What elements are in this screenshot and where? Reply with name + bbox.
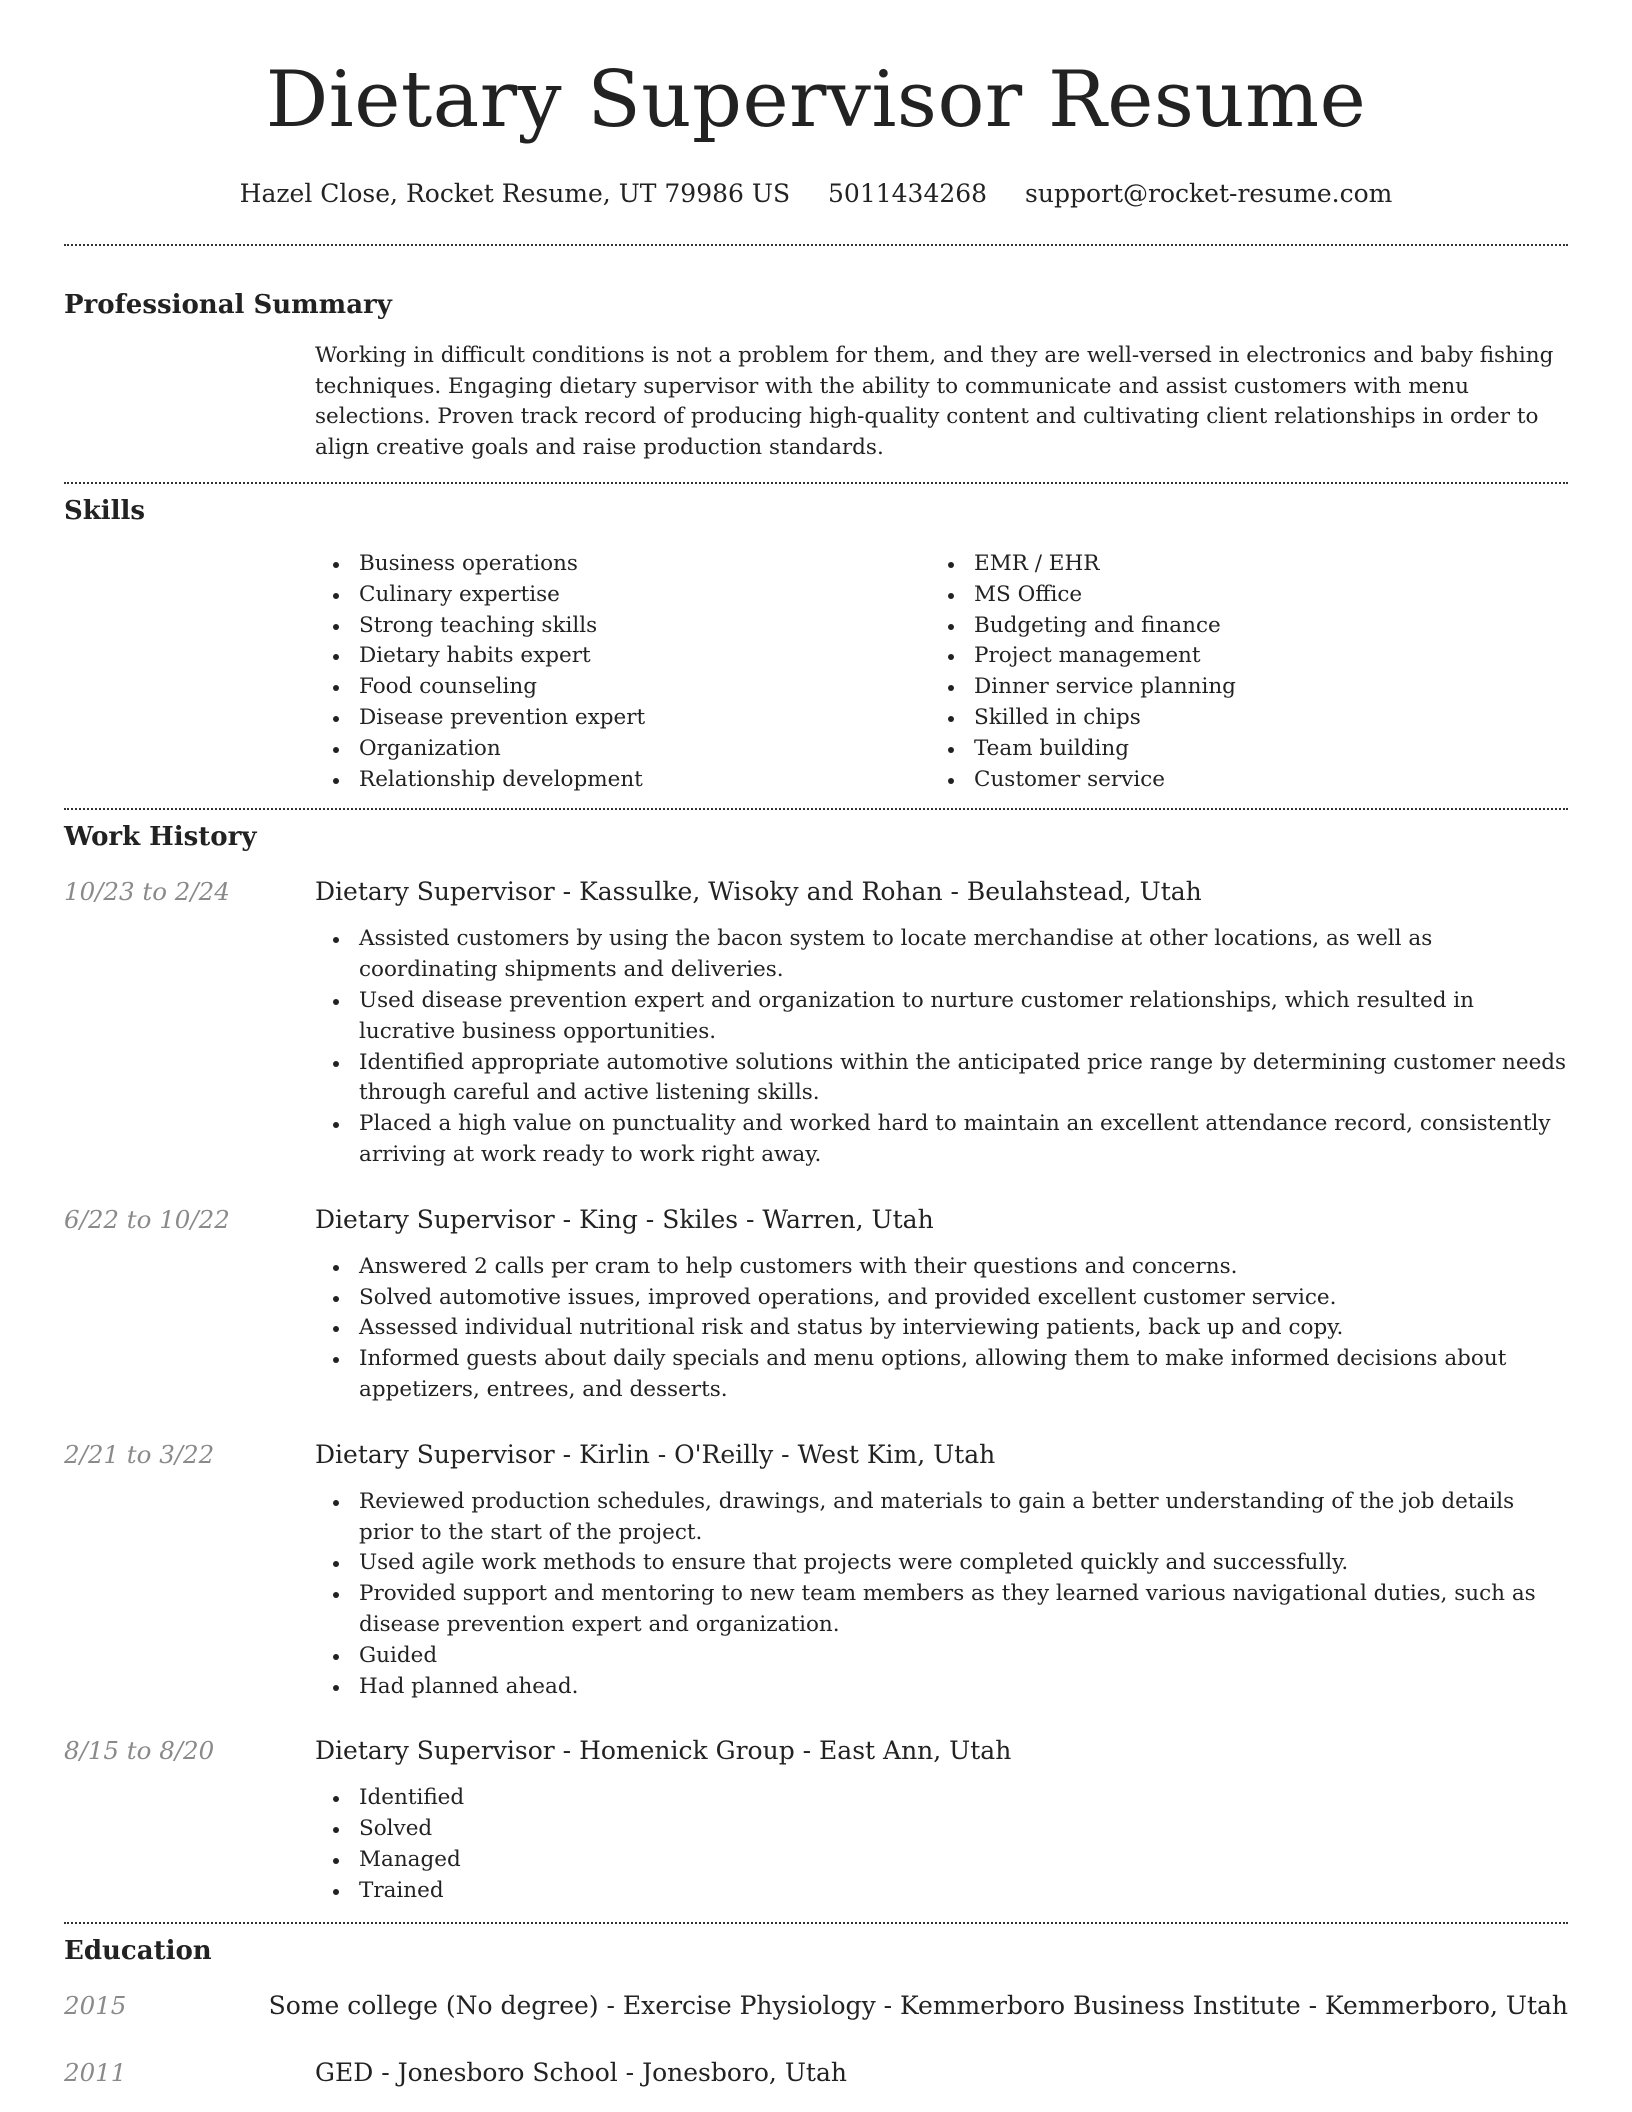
job-entry: [64, 1735, 1568, 1906]
job-heading: Dietary Supervisor - Homenick Group - East Ann, Utah: [315, 1736, 1012, 1766]
job-dates: 6/22 to 10/22: [64, 1204, 230, 1234]
job-dates: 8/15 to 8/20: [64, 1736, 215, 1766]
skill-item: Strong teaching skills: [315, 611, 930, 642]
job-bullet: Guided: [315, 1641, 1568, 1672]
divider: [64, 482, 1568, 484]
job-bullet: Managed: [315, 1845, 1568, 1876]
skills-section: [64, 494, 1568, 795]
job-bullets: [315, 1252, 1568, 1406]
summary-heading: Professional Summary: [64, 290, 392, 320]
work-history-heading: Work History: [64, 822, 257, 853]
divider: [64, 808, 1568, 810]
job-bullet: Provided support and mentoring to new team members as they learned various navigational duties, such as disease prevention expert and organization.: [315, 1579, 1568, 1641]
skill-item: Food counseling: [315, 672, 930, 703]
job-bullet: Informed guests about daily specials and menu options, allowing them to make informed decisions about appetizers, entrees, and desserts.: [315, 1344, 1568, 1406]
job-bullet: Assessed individual nutritional risk and status by interviewing patients, back up and copy.: [315, 1313, 1568, 1344]
skill-item: Dinner service planning: [930, 672, 1545, 703]
job-bullets: [315, 1783, 1568, 1906]
skill-item: Culinary expertise: [315, 580, 930, 611]
education-section: [64, 1934, 1568, 2089]
contact-phone: 5011434268: [828, 179, 988, 208]
job-bullet: Identified: [315, 1783, 1568, 1814]
job-bullet: Solved automotive issues, improved operations, and provided excellent customer service.: [315, 1283, 1568, 1314]
skill-item: MS Office: [930, 580, 1545, 611]
job-bullet: Placed a high value on punctuality and worked hard to maintain an excellent attendance record, consistently arriving at work ready to work right away.: [315, 1109, 1568, 1171]
skills-grid: [315, 549, 1568, 795]
job-bullets: [315, 1487, 1568, 1703]
resume-title: Dietary Supervisor Resume: [265, 55, 1367, 145]
job-bullet: Identified appropriate automotive solutions within the anticipated price range by determining customer needs through careful and active listening skills.: [315, 1048, 1568, 1110]
job-bullets: [315, 924, 1568, 1170]
divider: [64, 244, 1568, 246]
contact-line: [64, 178, 1568, 210]
education-year: 2015: [64, 1990, 127, 2020]
skills-heading: Skills: [64, 496, 146, 526]
job-bullet: Trained: [315, 1876, 1568, 1907]
education-details: Some college (No degree) - Exercise Physiology - Kemmerboro Business Institute - Kemmerboro, Utah: [268, 1990, 1568, 2020]
job-entry: [64, 1439, 1568, 1703]
job-dates: 2/21 to 3/22: [64, 1439, 215, 1469]
skill-item: Organization: [315, 734, 930, 765]
skill-item: Disease prevention expert: [315, 703, 930, 734]
education-details: GED - Jonesboro School - Jonesboro, Utah: [315, 2057, 847, 2087]
job-entry: [64, 876, 1568, 1170]
job-bullet: Had planned ahead.: [315, 1672, 1568, 1703]
skill-item: Team building: [930, 734, 1545, 765]
skill-item: Project management: [930, 641, 1545, 672]
summary-text: Working in difficult conditions is not a problem for them, and they are well-versed in electronics and baby fishing techniques. Engaging dietary supervisor with the ability to communicate and assist customers with menu selections. Proven track record of producing high-quality content and cultivating client relationships in order to align creative goals and raise production standards.: [315, 343, 1554, 460]
job-entry: [64, 1204, 1568, 1406]
skill-item: Dietary habits expert: [315, 641, 930, 672]
skill-item: Relationship development: [315, 765, 930, 796]
skills-list-left: [315, 549, 930, 795]
divider: [64, 1922, 1568, 1924]
skills-list-right: [930, 549, 1545, 795]
job-bullet: Answered 2 calls per cram to help customers with their questions and concerns.: [315, 1252, 1568, 1283]
job-bullet: Assisted customers by using the bacon system to locate merchandise at other locations, as well as coordinating shipments and deliveries.: [315, 924, 1568, 986]
skill-item: Skilled in chips: [930, 703, 1545, 734]
job-bullet: Used disease prevention expert and organization to nurture customer relationships, which resulted in lucrative business opportunities.: [315, 986, 1568, 1048]
education-heading: Education: [64, 1935, 212, 1966]
education-entry: [64, 2057, 1568, 2089]
education-year: 2011: [64, 2057, 127, 2087]
skill-item: Customer service: [930, 765, 1545, 796]
summary-section: [64, 288, 1568, 463]
job-heading: Dietary Supervisor - Kassulke, Wisoky and Rohan - Beulahstead, Utah: [315, 877, 1202, 907]
skill-item: EMR / EHR: [930, 549, 1545, 580]
skill-item: Budgeting and finance: [930, 611, 1545, 642]
job-bullet: Reviewed production schedules, drawings, and materials to gain a better understanding of the job details prior to the start of the project.: [315, 1487, 1568, 1549]
job-bullet: Used agile work methods to ensure that projects were completed quickly and successfully.: [315, 1548, 1568, 1579]
job-heading: Dietary Supervisor - Kirlin - O'Reilly - West Kim, Utah: [315, 1439, 996, 1469]
job-heading: Dietary Supervisor - King - Skiles - Warren, Utah: [315, 1204, 934, 1234]
contact-email: support@rocket-resume.com: [1025, 179, 1393, 208]
work-history-section: [64, 820, 1568, 1906]
contact-address: Hazel Close, Rocket Resume, UT 79986 US: [239, 179, 791, 208]
job-dates: 10/23 to 2/24: [64, 877, 230, 907]
education-entry: [64, 1990, 1568, 2022]
job-bullet: Solved: [315, 1814, 1568, 1845]
skill-item: Business operations: [315, 549, 930, 580]
